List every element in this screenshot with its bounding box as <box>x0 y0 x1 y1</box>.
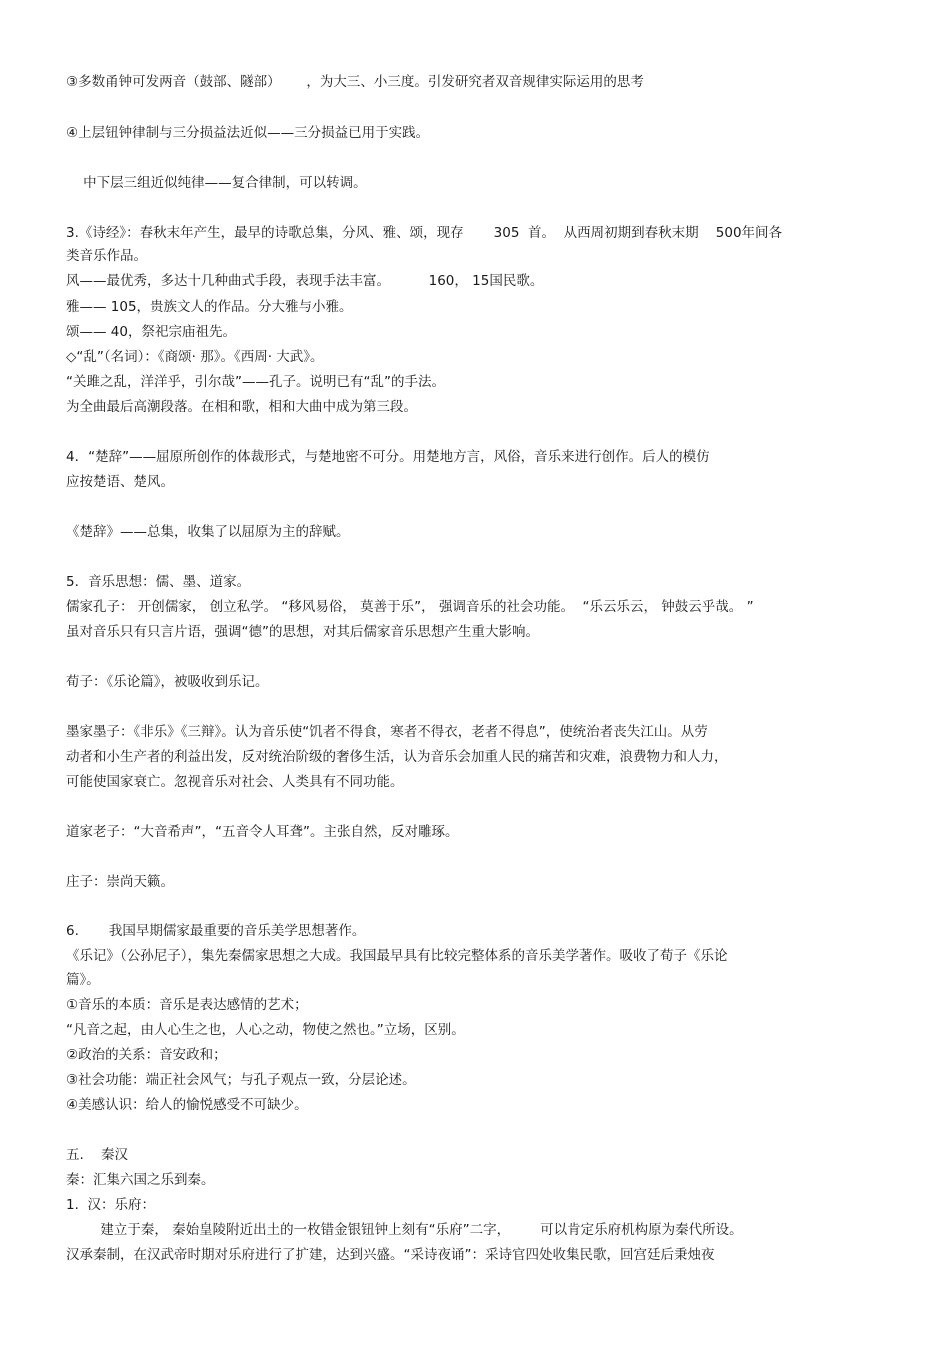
text-line: 荀子：《乐论篇》，被吸收到乐记。 <box>66 674 269 690</box>
text-line: 庄子：崇尚天籁。 <box>66 874 174 890</box>
text-line: ②政治的关系：音安政和； <box>66 1047 227 1063</box>
text-line: 儒家孔子： 开创儒家， 创立私学。 “移风易俗， 莫善于乐”， 强调音乐的社会功能。 “乐云乐云， 钟鼓云乎哉。 ” <box>66 599 754 615</box>
text-line: 4．“楚辞”——屈原所创作的体裁形式，与楚地密不可分。用楚地方言，风俗，音乐来进行创作。后人的模仿 <box>66 449 710 465</box>
text-line: “关雎之乱，洋洋乎，引尔哉”——孔子。说明已有“乱”的手法。 <box>66 374 445 390</box>
text-line: ③社会功能：端正社会风气；与孔子观点一致，分层论述。 <box>66 1072 416 1088</box>
text-line: 篇》。 <box>66 972 100 988</box>
text-line: 《乐记》（公孙尼子），集先秦儒家思想之大成。我国最早具有比较完整体系的音乐美学著作。吸收了荀子《乐论 <box>66 948 728 964</box>
text-line: 秦：汇集六国之乐到秦。 <box>66 1172 215 1188</box>
text-line: 为全曲最后高潮段落。在相和歌，相和大曲中成为第三段。 <box>66 399 417 415</box>
section-heading: 五. 秦汉 <box>66 1147 128 1163</box>
text-line: 建立于秦， 秦始皇陵附近出土的一枚错金银钮钟上刻有“乐府”二字， 可以肯定乐府机构原为秦代所设。 <box>66 1222 743 1238</box>
text-line: 应按楚语、楚风。 <box>66 474 174 490</box>
text-line: 3.《诗经》：春秋末年产生，最早的诗歌总集，分风、雅、颂，现存 305 首。 从西周初期到春秋末期 500年间各 <box>66 225 783 241</box>
text-line: ④上层钮钟律制与三分损益法近似——三分损益已用于实践。 <box>66 125 430 141</box>
text-line: ③多数甬钟可发两音（鼓部、隧部） ，为大三、小三度。引发研究者双音规律实际运用的思考 <box>66 74 644 90</box>
text-line: 1. 汉：乐府： <box>66 1197 155 1213</box>
text-line: 道家老子：“大音希声”，“五音令人耳聋”。主张自然，反对雕琢。 <box>66 824 459 840</box>
text-line: “凡音之起，由人心生之也，人心之动，物使之然也。”立场，区别。 <box>66 1022 465 1038</box>
text-line: 颂—— 40，祭祀宗庙祖先。 <box>66 324 236 340</box>
text-line: 中下层三组近似纯律——复合律制，可以转调。 <box>66 175 367 191</box>
text-line: 5．音乐思想：儒、墨、道家。 <box>66 574 251 590</box>
text-line: 可能使国家衰亡。忽视音乐对社会、人类具有不同功能。 <box>66 774 404 790</box>
text-line: ④美感认识：给人的愉悦感受不可缺少。 <box>66 1097 308 1113</box>
text-line: 墨家墨子：《非乐》《三辩》。认为音乐使“饥者不得食，寒者不得衣，老者不得息”，使统治者丧失江山。从劳 <box>66 724 708 740</box>
text-line: 虽对音乐只有只言片语，强调“德”的思想，对其后儒家音乐思想产生重大影响。 <box>66 624 539 640</box>
text-line: 《楚辞》——总集，收集了以屈原为主的辞赋。 <box>66 524 350 540</box>
text-line: 6. 我国早期儒家最重要的音乐美学思想著作。 <box>66 923 366 939</box>
text-line: ①音乐的本质：音乐是表达感情的艺术； <box>66 997 308 1013</box>
text-line: 雅—— 105，贵族文人的作品。分大雅与小雅。 <box>66 299 353 315</box>
text-line: ◇“乱”（名词）：《商颂· 那》。《西周· 大武》。 <box>66 349 324 365</box>
text-line: 风——最优秀，多达十几种曲式手段，表现手法丰富。 160， 15国民歌。 <box>66 273 544 289</box>
text-line: 类音乐作品。 <box>66 248 147 264</box>
text-line: 动者和小生产者的利益出发，反对统治阶级的奢侈生活，认为音乐会加重人民的痛苦和灾难，浪费物力和人力， <box>66 749 728 765</box>
text-line: 汉承秦制，在汉武帝时期对乐府进行了扩建，达到兴盛。“采诗夜诵”：采诗官四处收集民歌，回宫廷后秉烛夜 <box>66 1247 715 1263</box>
